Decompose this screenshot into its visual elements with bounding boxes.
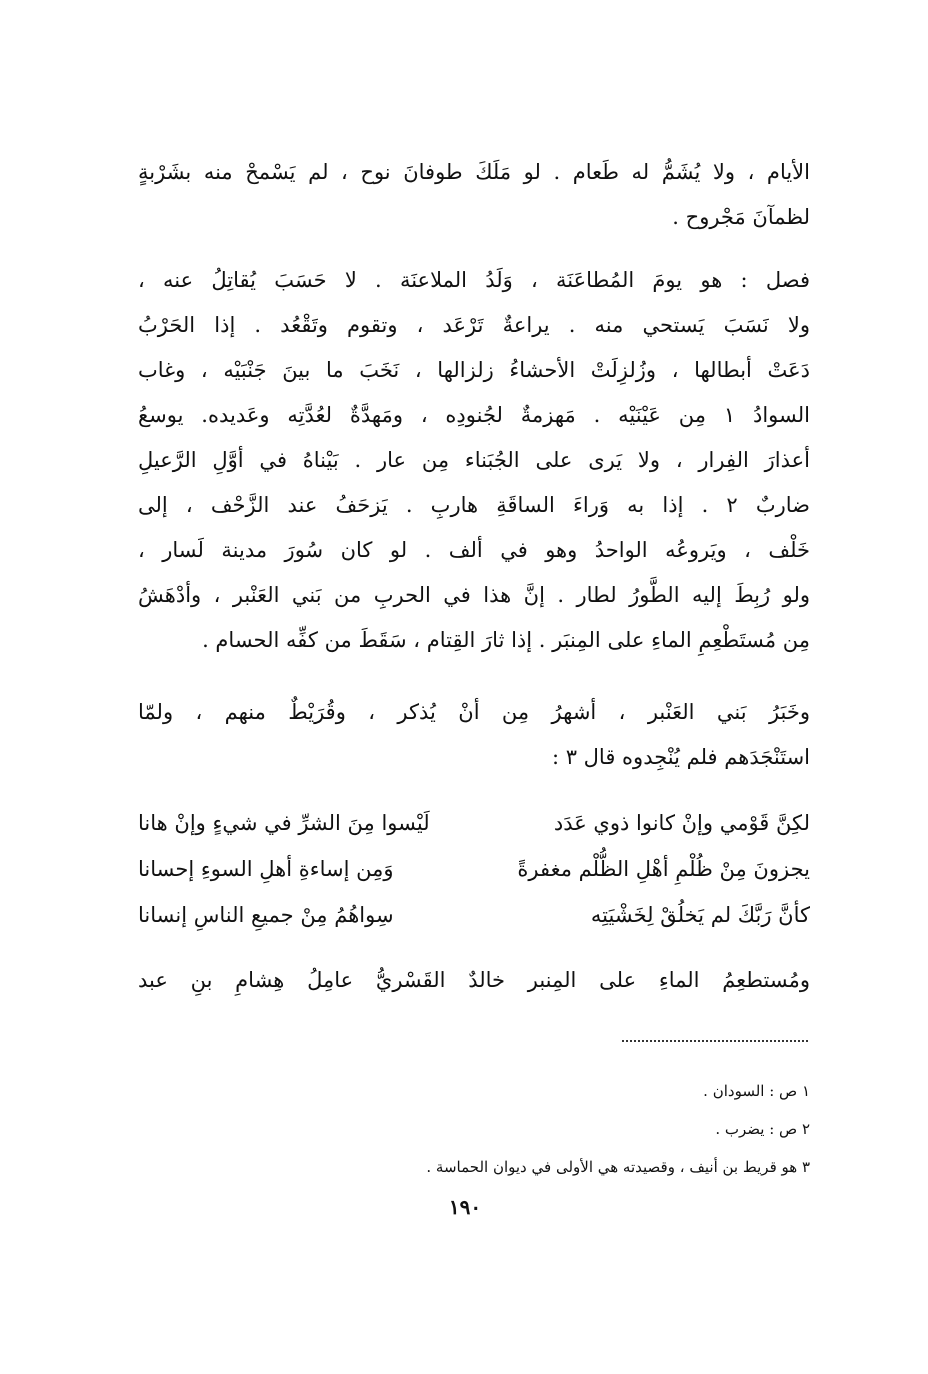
text-line: أعذارَ الفِرار ، ولا يَرى على الجُبَناء مِن عار . بَيْناهُ في أوَّلِ الرَّعيلِ bbox=[138, 448, 810, 472]
verse-second-hemistich: وَمِن إساءةِ أهلِ السوءِ إحسانا bbox=[138, 857, 394, 881]
poem-verse bbox=[138, 846, 810, 892]
text-line: ولو رُبِطَ إليه الطَّورُ لطار . إنَّ هذا في الحربِ من بَني العَنْبر ، وأدْهَشُ bbox=[138, 583, 810, 607]
text-line: استَنْجَدَهم فلم يُنْجِدوه قال ٣ : bbox=[551, 745, 810, 769]
footnote: ٢ ص : يضرب . bbox=[715, 1120, 810, 1138]
text-line: لظمآنَ مَجْروح . bbox=[672, 205, 810, 229]
paragraph-1 bbox=[138, 150, 810, 240]
paragraph-4 bbox=[138, 958, 810, 1003]
paragraph-2 bbox=[138, 258, 810, 663]
page-number: ١٩٠ bbox=[448, 1195, 482, 1219]
footnotes bbox=[300, 1072, 810, 1186]
text-line: مِن مُستَطْعِمِ الماءِ على المِنبَر . إذا ثارَ القِتام ، سَقَطَ من كفِّه الحسام . bbox=[202, 628, 810, 652]
footnote: ١ ص : السودان . bbox=[703, 1082, 810, 1100]
verse-first-hemistich: كأنَّ رَبَّكَ لم يَخلُقْ لِخَشْيَتِه bbox=[590, 903, 810, 927]
text-line: ضاربٌ ٢ . إذا به وَراءَ الساقَةِ هاربِ . يَزحَفُ عند الزَّحْف ، إلى bbox=[138, 493, 810, 517]
verse-first-hemistich: لكِنَّ قَوْمي وإنْ كانوا ذوي عَدَد bbox=[553, 811, 810, 835]
text-line: الأيام ، ولا يُشَمُّ له طَعام . لو مَلَكَ طوفانَ نوح ، لم يَسْمحْ منه بشَرْبةٍ bbox=[138, 160, 810, 184]
text-line: ولا نَسَبَ يَستحي منه . يراعةٌ تَرْعَد ، وتقوم وتَقْعُد . إذا الحَرْبُ bbox=[138, 313, 810, 337]
poem-verse bbox=[138, 892, 810, 938]
text-line: ومُستطعِمُ الماءِ على المِنبر خالدٌ القَسْريُّ عامِلُ هِشامِ بنِ عبد bbox=[138, 968, 810, 992]
poem-verse bbox=[138, 800, 810, 846]
text-line: السوادُ ١ مِن عَيْنَيْه . مَهزمةٌ لجُنودِه ، ومَهدَّةٌ لعُدَّتِه وعَديده. يوسعُ bbox=[138, 403, 810, 427]
text-line: وخَبَرُ بَني العَنْبر ، أشهرُ مِن أنْ يُذكر ، وقُرَيْطٌ منهم ، ولمّا bbox=[138, 700, 810, 724]
poem bbox=[138, 800, 810, 938]
footnote: ٣ هو قريط بن أنيف ، وقصيدته هي الأولى في ديوان الحماسة . bbox=[426, 1158, 810, 1176]
verse-second-hemistich: لَيْسوا مِنَ الشرِّ في شيءٍ وإنْ هانا bbox=[138, 811, 430, 835]
text-line: دَعَتْ أبطالها ، وزُلزِلَتْ الأحشاءُ زلزالها ، نَخَبَ ما بينَ جَنْبَيْه ، وغاب bbox=[138, 358, 810, 382]
text-line: خَلْف ، ويَروعُه الواحدُ وهو في ألف . لو كان سُورَ مدينة لَسار ، bbox=[138, 538, 810, 562]
footnote-divider bbox=[622, 1040, 808, 1042]
verse-first-hemistich: يجزونَ مِنْ ظُلْمِ أهْلِ الظُّلْم مغفرةً bbox=[517, 857, 810, 881]
text-line: فصل : هو يومَ المُطاعَنَة ، وَلَدُ الملاعنَة . لا حَسَبَ يُقاتِلُ عنه ، bbox=[138, 268, 810, 292]
paragraph-3 bbox=[138, 690, 810, 780]
verse-second-hemistich: سِواهُمُ مِنْ جميعِ الناسِ إنسانا bbox=[138, 903, 394, 927]
